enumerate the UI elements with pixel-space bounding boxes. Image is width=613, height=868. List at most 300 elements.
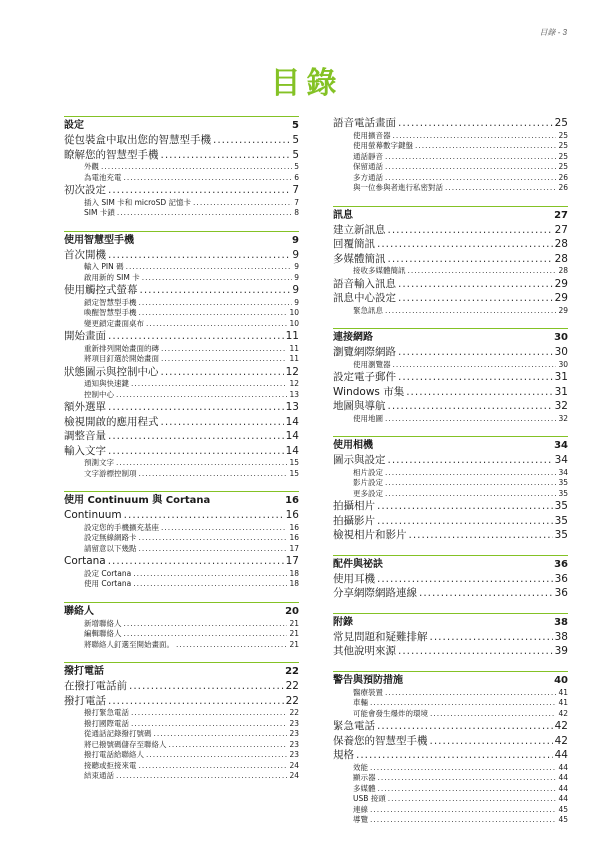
toc-subentry[interactable] <box>64 523 299 534</box>
toc-entry[interactable] <box>333 399 568 414</box>
entry-title: 拍攝影片 <box>333 514 375 527</box>
entry-title: 語音電話畫面 <box>333 117 396 129</box>
toc-subentry[interactable] <box>64 344 299 355</box>
entry-page-number: 36 <box>554 572 568 585</box>
toc-subentry[interactable] <box>333 805 568 816</box>
entry-title: 使用 Cortana <box>84 579 132 588</box>
toc-subentry[interactable] <box>333 152 568 163</box>
toc-entry[interactable] <box>64 400 299 415</box>
entry-title: 輸入 PIN 碼 <box>84 262 124 271</box>
toc-entry[interactable] <box>333 514 568 529</box>
entry-page-number: 39 <box>554 645 568 657</box>
toc-entry[interactable] <box>333 291 568 306</box>
dot-leader <box>161 148 291 163</box>
section-heading[interactable] <box>64 602 299 619</box>
toc-entry[interactable] <box>64 133 299 148</box>
entry-page-number: 25 <box>558 151 568 161</box>
dot-leader <box>385 306 556 317</box>
entry-title: 多媒體 <box>353 783 376 793</box>
toc-section <box>333 436 568 543</box>
entry-page-number: 18 <box>289 568 299 578</box>
toc-subentry[interactable] <box>333 763 568 774</box>
toc-subentry[interactable] <box>64 761 299 772</box>
dot-leader <box>140 283 291 298</box>
dot-leader <box>129 679 284 694</box>
toc-entry[interactable] <box>333 453 568 468</box>
entry-page-number: 30 <box>558 359 568 369</box>
entry-title: 地圖與導航 <box>333 400 386 412</box>
dot-leader <box>101 162 292 173</box>
entry-page-number: 10 <box>289 308 299 317</box>
toc-subentry[interactable] <box>333 794 568 805</box>
entry-title: 可能會發生爆炸的環境 <box>353 708 428 718</box>
dot-leader <box>108 400 284 415</box>
toc-entry[interactable] <box>333 385 568 400</box>
entry-page-number: 22 <box>285 694 299 707</box>
entry-title: 撥打電話 <box>64 694 106 707</box>
toc-entry[interactable] <box>64 248 299 263</box>
toc-subentry[interactable] <box>333 709 568 720</box>
dot-leader <box>126 262 293 273</box>
entry-page-number: 15 <box>289 458 299 467</box>
entry-title: 撥打國際電話 <box>84 718 129 728</box>
entry-page-number: 24 <box>289 760 299 770</box>
dot-leader <box>117 208 292 219</box>
entry-title: 文字游標控制項 <box>84 468 137 478</box>
section-title: 連接網路 <box>333 332 373 343</box>
entry-page-number: 29 <box>554 292 568 304</box>
dot-leader <box>161 523 287 534</box>
toc-subentry[interactable] <box>333 306 568 317</box>
dot-leader <box>108 183 290 198</box>
dot-leader <box>430 734 553 749</box>
entry-page-number: 17 <box>289 543 299 553</box>
toc-section <box>333 206 568 317</box>
section-page-number: 20 <box>285 605 299 617</box>
toc-subentry[interactable] <box>333 131 568 142</box>
section-heading[interactable] <box>333 328 568 345</box>
toc-subentry[interactable] <box>64 740 299 751</box>
entry-title: 常見問題和疑難排解 <box>333 630 428 643</box>
entry-page-number: 29 <box>554 277 568 290</box>
entry-page-number: 32 <box>554 400 568 412</box>
toc-entry[interactable] <box>333 277 568 292</box>
toc-subentry[interactable] <box>64 579 299 590</box>
toc-entry[interactable] <box>64 415 299 430</box>
entry-page-number: 9 <box>292 284 299 296</box>
toc-subentry[interactable] <box>333 183 568 194</box>
entry-page-number: 9 <box>294 272 299 282</box>
toc-entry[interactable] <box>333 223 568 238</box>
dot-leader <box>388 399 553 414</box>
entry-page-number: 35 <box>554 514 568 527</box>
toc-entry[interactable] <box>64 148 299 163</box>
entry-page-number: 14 <box>285 444 299 457</box>
toc-subentry[interactable] <box>333 698 568 709</box>
entry-page-number: 30 <box>554 346 568 358</box>
entry-title: 接收多媒體簡訊 <box>353 266 406 275</box>
toc-entry[interactable] <box>333 528 568 543</box>
entry-page-number: 11 <box>289 343 299 353</box>
dot-leader <box>124 619 288 630</box>
toc-subentry[interactable] <box>64 640 299 651</box>
entry-page-number: 34 <box>554 454 568 466</box>
toc-subentry[interactable] <box>333 414 568 425</box>
toc-subentry[interactable] <box>64 262 299 273</box>
dot-leader <box>385 489 556 500</box>
entry-page-number: 44 <box>558 783 568 793</box>
dot-leader <box>139 298 293 309</box>
entry-title: 重新排列開始畫面的磚 <box>84 343 159 353</box>
dot-leader <box>161 365 284 380</box>
dot-leader <box>108 444 284 459</box>
entry-page-number: 23 <box>289 750 299 759</box>
entry-title: 使用擴音器 <box>353 130 391 140</box>
entry-page-number: 21 <box>289 618 299 628</box>
dot-leader <box>108 554 284 569</box>
entry-page-number: 9 <box>292 248 299 261</box>
entry-title: 檢視開啟的應用程式 <box>64 415 159 428</box>
entry-page-number: 24 <box>289 771 299 780</box>
dot-leader <box>377 719 553 734</box>
toc-section <box>64 116 299 219</box>
section-title: 使用智慧型手機 <box>64 234 134 246</box>
section-page-number: 5 <box>292 120 299 131</box>
entry-page-number: 26 <box>558 183 568 192</box>
entry-page-number: 22 <box>285 680 299 692</box>
entry-page-number: 23 <box>289 739 299 749</box>
dot-leader <box>385 414 556 425</box>
toc-entry[interactable] <box>64 444 299 459</box>
entry-title: 圖示與設定 <box>333 454 386 466</box>
dot-leader <box>108 429 284 444</box>
entry-page-number: 27 <box>554 223 568 236</box>
dot-leader <box>393 360 557 371</box>
section-page-number: 38 <box>554 616 568 628</box>
toc-entry[interactable] <box>333 586 568 601</box>
entry-page-number: 5 <box>292 134 299 146</box>
dot-leader <box>139 761 288 772</box>
dot-leader <box>377 572 553 587</box>
entry-page-number: 44 <box>558 762 568 772</box>
running-head: 目錄 - 3 <box>539 28 567 37</box>
toc-section <box>333 613 568 659</box>
dot-leader <box>370 815 556 826</box>
dot-leader <box>131 708 287 719</box>
entry-page-number: 22 <box>289 708 299 717</box>
dot-leader <box>385 688 556 699</box>
entry-page-number: 31 <box>554 371 568 383</box>
section-page-number: 34 <box>554 440 568 451</box>
toc-section <box>64 602 299 651</box>
toc-subentry[interactable] <box>64 750 299 761</box>
toc-entry[interactable] <box>333 748 568 763</box>
dot-leader <box>377 514 553 529</box>
entry-page-number: 25 <box>558 141 568 150</box>
toc-subentry[interactable] <box>333 489 568 500</box>
toc-subentry[interactable] <box>333 266 568 277</box>
dot-leader <box>139 469 288 480</box>
entry-title: 語音輸入訊息 <box>333 277 396 290</box>
dot-leader <box>161 344 287 355</box>
toc-subentry[interactable] <box>333 815 568 826</box>
entry-page-number: 13 <box>285 401 299 413</box>
section-title: 設定 <box>64 120 84 131</box>
entry-title: 訊息中心設定 <box>333 292 396 304</box>
toc-entry[interactable] <box>333 630 568 645</box>
toc-subentry[interactable] <box>64 273 299 284</box>
toc-entry[interactable] <box>64 429 299 444</box>
dot-leader <box>176 640 287 651</box>
section-page-number: 36 <box>554 558 568 570</box>
toc-subentry[interactable] <box>64 308 299 319</box>
entry-page-number: 35 <box>558 478 568 487</box>
section-page-number: 27 <box>554 209 568 221</box>
entry-title: 調整音量 <box>64 430 106 442</box>
toc-subentry[interactable] <box>64 379 299 390</box>
toc-section <box>333 671 568 826</box>
entry-page-number: 18 <box>289 579 299 588</box>
entry-page-number: 12 <box>289 379 299 388</box>
dot-leader <box>398 644 553 659</box>
entry-page-number: 6 <box>294 172 299 182</box>
dot-leader <box>385 162 556 173</box>
toc-subentry[interactable] <box>64 208 299 219</box>
dot-leader <box>377 237 553 252</box>
dot-leader <box>116 458 287 469</box>
toc-subentry[interactable] <box>64 708 299 719</box>
toc-right-column <box>333 116 568 838</box>
entry-title: Continuum <box>64 509 122 521</box>
section-heading[interactable] <box>333 671 568 688</box>
entry-page-number: 7 <box>292 184 299 196</box>
dot-leader <box>398 291 553 306</box>
toc-subentry[interactable] <box>64 729 299 740</box>
toc-subentry[interactable] <box>64 719 299 730</box>
toc-subentry[interactable] <box>64 458 299 469</box>
toc-subentry[interactable] <box>64 198 299 209</box>
section-heading[interactable] <box>64 662 299 679</box>
dot-leader <box>124 173 293 184</box>
entry-page-number: 14 <box>285 415 299 428</box>
entry-page-number: 44 <box>554 749 568 761</box>
entry-title: 插入 SIM 卡和 microSD 記憶卡 <box>84 197 192 207</box>
dot-leader <box>388 794 557 805</box>
toc-entry[interactable] <box>333 499 568 514</box>
entry-title: 從包裝盒中取出您的智慧型手機 <box>64 134 211 146</box>
entry-title: 喚醒智慧型手機 <box>84 308 137 317</box>
entry-title: 設定無線網路卡 <box>84 533 137 542</box>
section-heading[interactable] <box>64 491 299 508</box>
toc-subentry[interactable] <box>333 784 568 795</box>
entry-title: 分享網際網路連線 <box>333 587 417 599</box>
toc-subentry[interactable] <box>64 319 299 330</box>
toc-subentry[interactable] <box>333 360 568 371</box>
dot-leader <box>108 329 284 344</box>
dot-leader <box>377 499 553 514</box>
toc-entry[interactable] <box>64 183 299 198</box>
section-heading[interactable] <box>333 555 568 572</box>
toc-subentry[interactable] <box>333 468 568 479</box>
section-title: 使用 Continuum 與 Cortana <box>64 495 211 506</box>
entry-page-number: 9 <box>294 262 299 271</box>
toc-entry[interactable] <box>333 572 568 587</box>
toc-entry[interactable] <box>333 116 568 131</box>
entry-page-number: 38 <box>554 630 568 643</box>
toc-subentry[interactable] <box>64 390 299 401</box>
toc-entry[interactable] <box>333 252 568 267</box>
toc-subentry[interactable] <box>333 688 568 699</box>
entry-title: 相片設定 <box>353 467 383 477</box>
dot-leader <box>131 719 287 730</box>
dot-leader <box>139 533 288 544</box>
section-heading[interactable] <box>64 116 299 133</box>
toc-subentry[interactable] <box>64 629 299 640</box>
section-heading[interactable] <box>64 231 299 248</box>
dot-leader <box>385 468 556 479</box>
dot-leader <box>388 252 553 267</box>
entry-title: 使用觸控式螢幕 <box>64 284 138 296</box>
toc-subentry[interactable] <box>64 162 299 173</box>
section-heading[interactable] <box>333 206 568 223</box>
toc-entry[interactable] <box>333 734 568 749</box>
dot-leader <box>139 544 288 555</box>
entry-page-number: 25 <box>558 130 568 140</box>
toc-entry[interactable] <box>64 679 299 694</box>
dot-leader <box>131 379 287 390</box>
entry-title: 顯示器 <box>353 773 376 782</box>
entry-title: SIM 卡鎖 <box>84 208 115 217</box>
section-heading[interactable] <box>333 613 568 630</box>
section-title: 附錄 <box>333 616 353 628</box>
entry-title: 鎖定智慧型手機 <box>84 297 137 307</box>
entry-page-number: 29 <box>558 305 568 315</box>
toc-entry[interactable] <box>333 719 568 734</box>
toc-subentry[interactable] <box>333 773 568 784</box>
dot-leader <box>142 273 293 284</box>
toc-section <box>333 555 568 601</box>
entry-title: 控制中心 <box>84 389 114 399</box>
toc-entry[interactable] <box>64 694 299 709</box>
toc-entry[interactable] <box>64 329 299 344</box>
toc-subentry[interactable] <box>333 173 568 184</box>
entry-title: 影片設定 <box>353 478 383 487</box>
toc-entry[interactable] <box>333 370 568 385</box>
toc-subentry[interactable] <box>64 619 299 630</box>
toc-subentry[interactable] <box>64 298 299 309</box>
entry-page-number: 41 <box>558 687 568 697</box>
toc-subentry[interactable] <box>64 544 299 555</box>
entry-title: USB 接頭 <box>353 794 386 803</box>
section-heading[interactable] <box>333 436 568 453</box>
entry-page-number: 16 <box>289 533 299 542</box>
dot-leader <box>385 173 556 184</box>
entry-title: 輸入文字 <box>64 444 106 457</box>
entry-page-number: 5 <box>292 148 299 161</box>
section-title: 配件與祕訣 <box>333 558 383 570</box>
dot-leader <box>370 698 556 709</box>
entry-title: 撥打電話給聯絡人 <box>84 750 144 759</box>
entry-title: 使用耳機 <box>333 572 375 585</box>
entry-page-number: 5 <box>294 162 299 171</box>
entry-title: 車輛 <box>353 698 368 707</box>
entry-page-number: 13 <box>289 389 299 399</box>
dot-leader <box>161 354 287 365</box>
toc-subentry[interactable] <box>333 162 568 173</box>
entry-page-number: 23 <box>289 729 299 738</box>
toc-subentry[interactable] <box>64 173 299 184</box>
entry-page-number: 45 <box>558 804 568 814</box>
toc-entry[interactable] <box>64 283 299 298</box>
toc-subentry[interactable] <box>64 569 299 580</box>
section-page-number: 40 <box>554 674 568 686</box>
entry-title: 建立新訊息 <box>333 223 386 236</box>
entry-title: 接聽或拒接來電 <box>84 760 137 770</box>
entry-page-number: 11 <box>285 330 299 342</box>
toc-subentry[interactable] <box>64 533 299 544</box>
section-title: 撥打電話 <box>64 666 104 677</box>
entry-page-number: 8 <box>294 208 299 217</box>
entry-page-number: 35 <box>554 500 568 512</box>
toc-subentry[interactable] <box>333 141 568 152</box>
section-title: 使用相機 <box>333 440 373 451</box>
entry-title: 新增聯絡人 <box>84 618 122 628</box>
entry-page-number: 26 <box>558 172 568 182</box>
entry-page-number: 7 <box>294 197 299 207</box>
toc-entry[interactable] <box>64 365 299 380</box>
toc-subentry[interactable] <box>64 469 299 480</box>
entry-title: 使用瀏覽器 <box>353 359 391 369</box>
page-title: 目錄 <box>270 66 343 101</box>
toc-subentry[interactable] <box>64 771 299 782</box>
dot-leader <box>385 152 556 163</box>
entry-page-number: 41 <box>558 698 568 707</box>
entry-title: 請留意以下幾點 <box>84 543 137 553</box>
entry-title: 連線 <box>353 804 368 814</box>
entry-title: 將已撥號碼儲存至聯絡人 <box>84 739 167 749</box>
section-title: 訊息 <box>333 209 353 221</box>
entry-page-number: 42 <box>554 720 568 732</box>
toc-subentry[interactable] <box>64 354 299 365</box>
entry-page-number: 44 <box>558 773 568 782</box>
entry-title: 設定 Cortana <box>84 568 132 578</box>
dot-leader <box>154 729 288 740</box>
entry-title: 使用地圖 <box>353 413 383 423</box>
section-page-number: 16 <box>285 495 299 506</box>
entry-title: 啟用新的 SIM 卡 <box>84 272 140 282</box>
entry-title: 保養您的智慧型手機 <box>333 734 428 747</box>
entry-page-number: 36 <box>554 587 568 599</box>
entry-page-number: 25 <box>554 117 568 129</box>
section-title: 聯絡人 <box>64 605 94 617</box>
toc-section <box>64 231 299 480</box>
dot-leader <box>370 805 556 816</box>
entry-title: 保留通話 <box>353 162 383 171</box>
dot-leader <box>419 586 553 601</box>
entry-title: 開始畫面 <box>64 330 106 342</box>
dot-leader <box>385 478 556 489</box>
toc-entry[interactable] <box>333 644 568 659</box>
toc-entry[interactable] <box>333 237 568 252</box>
toc-subentry[interactable] <box>333 478 568 489</box>
dot-leader <box>124 508 284 523</box>
toc-entry[interactable] <box>333 345 568 360</box>
toc-entry[interactable] <box>64 508 299 523</box>
entry-page-number: 28 <box>554 238 568 250</box>
dot-leader <box>398 345 553 360</box>
toc-entry[interactable] <box>64 554 299 569</box>
entry-page-number: 42 <box>558 708 568 718</box>
